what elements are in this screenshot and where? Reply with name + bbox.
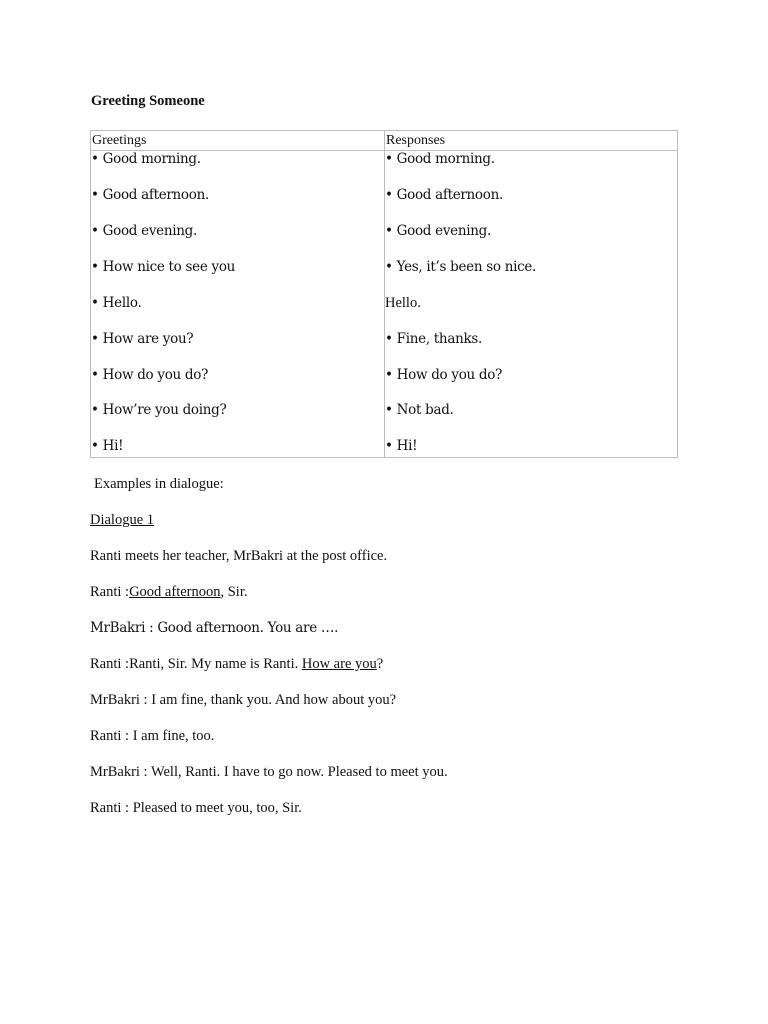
response-cell: • Good evening.	[385, 223, 491, 239]
dialogue-line: MrBakri : Good afternoon. You are ….	[90, 620, 339, 636]
greeting-cell: • How are you?	[91, 331, 194, 347]
underlined-phrase: How are you	[301, 656, 377, 672]
greeting-cell: • How do you do?	[91, 367, 209, 383]
examples-heading: Examples in dialogue:	[94, 476, 224, 492]
dialogue-title: Dialogue 1	[90, 512, 155, 528]
greeting-cell: • Hi!	[91, 438, 124, 454]
header-greetings: Greetings	[92, 133, 147, 148]
greeting-cell: • Good evening.	[91, 223, 197, 239]
response-cell: • Good afternoon.	[385, 187, 503, 203]
greeting-cell: • Good morning.	[91, 151, 201, 167]
response-cell: • Fine, thanks.	[385, 331, 482, 347]
dialogue-line: MrBakri : Well, Ranti. I have to go now. Pleased to meet you.	[90, 764, 448, 780]
greetings-table	[90, 130, 678, 458]
dialogue-line	[90, 656, 383, 673]
page-title: Greeting Someone	[91, 93, 205, 109]
line-text: Ranti :Ranti, Sir. My name is Ranti.	[90, 656, 302, 672]
dialogue-line: Ranti : Pleased to meet you, too, Sir.	[90, 800, 302, 816]
underlined-phrase: Good afternoon	[129, 584, 221, 600]
greeting-cell: • Hello.	[91, 295, 142, 311]
line-text: ?	[376, 656, 384, 672]
response-cell: • Not bad.	[385, 402, 454, 418]
speaker-text: Ranti :	[90, 584, 130, 600]
greeting-cell: • How nice to see you	[91, 259, 236, 275]
scene-description: Ranti meets her teacher, MrBakri at the post office.	[90, 548, 388, 564]
greeting-cell: • Good afternoon.	[91, 187, 209, 203]
response-cell: • Hi!	[385, 438, 418, 454]
response-cell: • Good morning.	[385, 151, 495, 167]
response-cell: • Yes, it’s been so nice.	[385, 259, 537, 275]
greeting-cell: • How’re you doing?	[91, 402, 227, 418]
response-cell: • How do you do?	[385, 367, 503, 383]
dialogue-line: MrBakri : I am fine, thank you. And how about you?	[90, 692, 397, 708]
dialogue-line: Ranti : I am fine, too.	[90, 728, 215, 744]
response-cell: Hello.	[385, 295, 421, 311]
line-text: , Sir.	[220, 584, 248, 600]
dialogue-line	[90, 584, 247, 601]
header-responses: Responses	[386, 133, 446, 148]
